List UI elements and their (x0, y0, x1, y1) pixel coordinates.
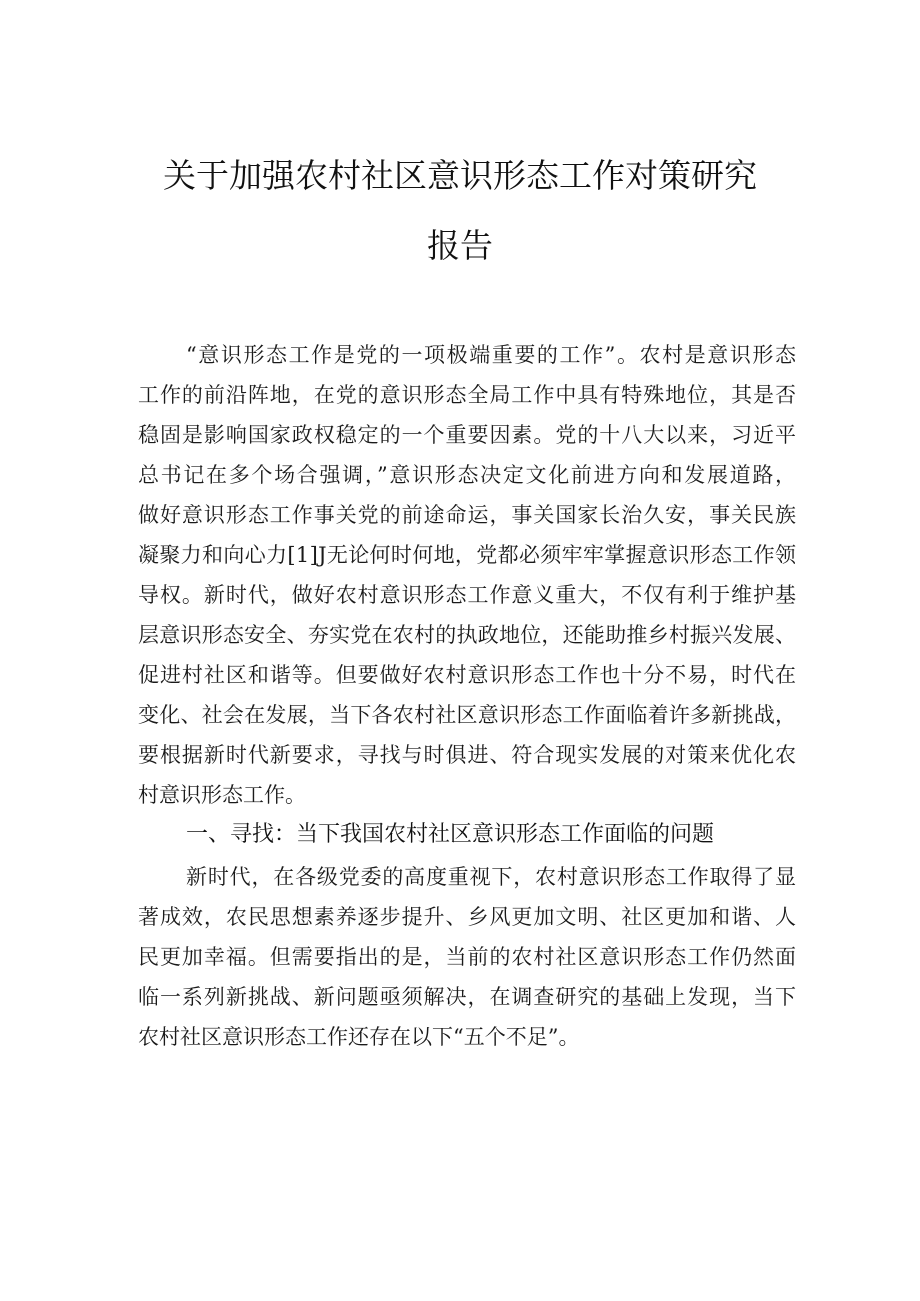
section-1-line-5: 农村社区意识形态工作还存在以下“五个不足”。 (138, 1025, 580, 1049)
section-1-line-4: 临一系列新挑战、新问题亟须解决，在调查研究的基础上发现，当下 (138, 985, 797, 1009)
intro-line-6: 凝聚力和向心力[1]J无论何时何地，党都必须牢牢掌握意识形态工作领 (138, 543, 797, 567)
intro-line-12: 村意识形态工作。 (138, 783, 306, 807)
intro-line-11: 要根据新时代新要求，寻找与时俱进、符合现实发展的对策来优化农 (138, 743, 797, 767)
intro-line-9: 促进村社区和谐等。但要做好农村意识形态工作也十分不易，时代在 (138, 663, 797, 687)
section-1-line-1: 新时代，在各级党委的高度重视下，农村意识形态工作取得了显 (186, 865, 797, 889)
intro-line-8: 层意识形态安全、夯实党在农村的执政地位，还能助推乡村振兴发展、 (138, 623, 797, 647)
intro-line-2: 工作的前沿阵地，在党的意识形态全局工作中具有特殊地位，其是否 (138, 383, 797, 407)
intro-line-5: 做好意识形态工作事关党的前途命运，事关国家长治久安，事关民族 (138, 503, 797, 527)
intro-line-10: 变化、社会在发展，当下各农村社区意识形态工作面临着许多新挑战， (138, 703, 797, 727)
document-title-line-1: 关于加强农村社区意识形态工作对策研究 (163, 156, 757, 195)
section-1-line-3: 民更加幸福。但需要指出的是，当前的农村社区意识形态工作仍然面 (138, 945, 797, 969)
document-title-line-2: 报告 (427, 226, 493, 265)
intro-line-4: 总书记在多个场合强调，”意识形态决定文化前进方向和发展道路， (138, 463, 798, 487)
section-1-line-2: 著成效，农民思想素养逐步提升、乡风更加文明、社区更加和谐、人 (138, 905, 797, 929)
intro-line-1: “意识形态工作是党的一项极端重要的工作”。农村是意识形态 (186, 343, 798, 367)
section-1-heading: 一、寻找：当下我国农村社区意识形态工作面临的问题 (186, 822, 715, 847)
intro-line-7: 导权。新时代，做好农村意识形态工作意义重大，不仅有利于维护基 (138, 583, 797, 607)
intro-line-3: 稳固是影响国家政权稳定的一个重要因素。党的十八大以来，习近平 (138, 423, 797, 447)
